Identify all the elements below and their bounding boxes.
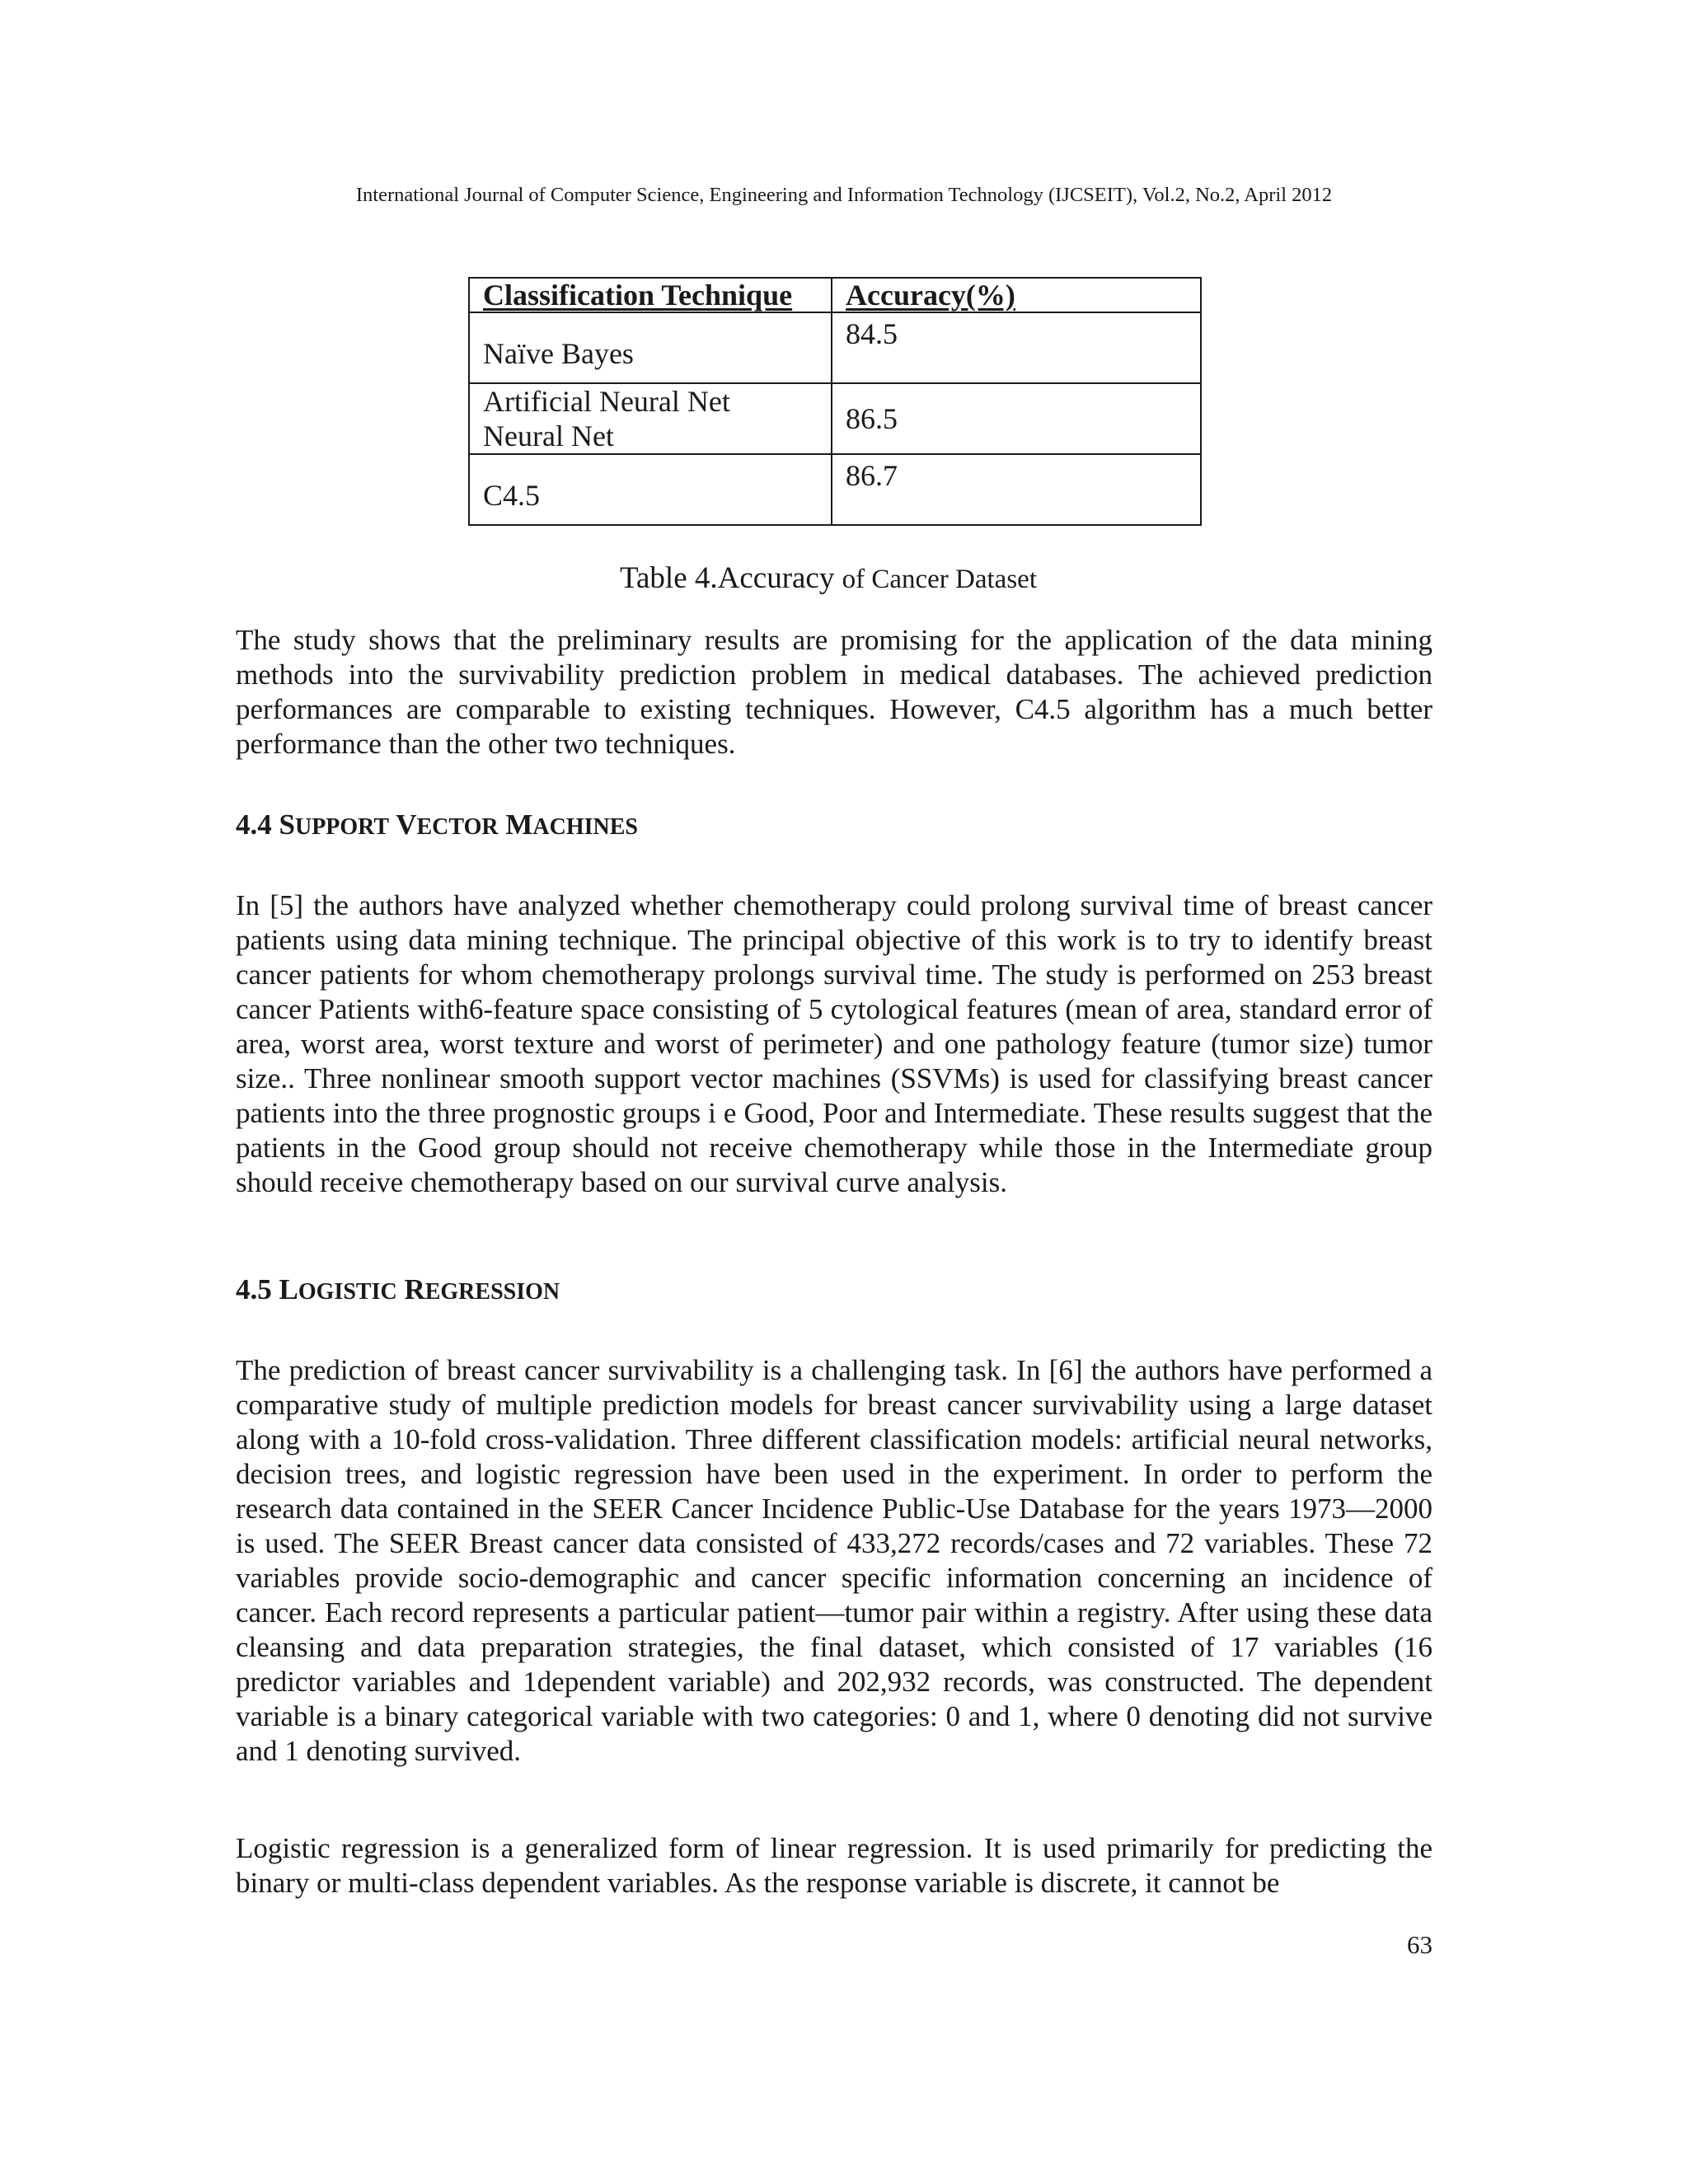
technique-cell: C4.5	[469, 454, 832, 525]
table-row	[469, 312, 1201, 383]
section-heading-logistic-regression: 4.5 LOGISTIC REGRESSION	[236, 1273, 560, 1305]
table-caption: Table 4.Accuracy of Cancer Dataset	[619, 561, 1037, 595]
paragraph-logistic-study: The prediction of breast cancer survivability is a challenging task. In [6] the authors have performed a comparative study of multiple prediction models for breast cancer survivability using a large dataset along with a 10-fold cross-validation. Three different classification models: artificial neural networks, decision trees, and logistic regression have been used in the experiment. In order to perform the research data contained in the SEER Cancer Incidence Public-Use Database for the years 1973—2000 is used. The SEER Breast cancer data consisted of 433,272 records/cases and 72 variables. These 72 variables provide socio-demographic and cancer specific information concerning an incidence of cancer. Each record represents a particular patient—tumor pair within a registry. After using these data cleansing and data preparation strategies, the final dataset, which consisted of 17 variables (16 predictor variables and 1dependent variable) and 202,932 records, was constructed. The dependent variable is a binary categorical variable with two categories: 0 and 1, where 0 denoting did not survive and 1 denoting survived.	[236, 1354, 1432, 1767]
table-header-row	[469, 278, 1201, 312]
paragraph-logistic-definition: Logistic regression is a generalized form of linear regression. It is used primarily for predicting the binary or multi-class dependent variables. As the response variable is discrete, it cannot be	[236, 1832, 1432, 1899]
technique-cell: Artificial Neural Net Neural Net	[469, 383, 832, 454]
accuracy-cell: 86.7	[832, 454, 1201, 525]
accuracy-cell: 86.5	[832, 383, 1201, 454]
technique-cell: Naïve Bayes	[469, 312, 832, 383]
header-accuracy: Accuracy(%)	[832, 278, 1201, 312]
table-row	[469, 454, 1201, 525]
running-header: International Journal of Computer Science, Engineering and Information Technology (IJCSEIT), Vol.2, No.2, April 2012	[355, 184, 1333, 206]
header-technique: Classification Technique	[469, 278, 832, 312]
page-number: 63	[1407, 1930, 1432, 1959]
section-heading-svm: 4.4 SUPPORT VECTOR MACHINES	[236, 808, 638, 841]
table-row	[469, 383, 1201, 454]
paragraph-svm: In [5] the authors have analyzed whether chemotherapy could prolong survival time of breast cancer patients using data mining technique. The principal objective of this work is to try to identify breast cancer patients for whom chemotherapy prolongs survival time. The study is performed on 253 breast cancer Patients with6-feature space consisting of 5 cytological features (mean of area, standard error of area, worst area, worst texture and worst of perimeter) and one pathology feature (tumor size) tumor size.. Three nonlinear smooth support vector machines (SSVMs) is used for classifying breast cancer patients into the three prognostic groups i e Good, Poor and Intermediate. These results suggest that the patients in the Good group should not receive chemotherapy while those in the Intermediate group should receive chemotherapy based on our survival curve analysis.	[236, 889, 1432, 1198]
accuracy-cell: 84.5	[832, 312, 1201, 383]
accuracy-table	[468, 277, 1202, 526]
paragraph-results: The study shows that the preliminary results are promising for the application of the data mining methods into the survivability prediction problem in medical databases. The achieved prediction performances are comparable to existing techniques. However, C4.5 algorithm has a much better performance than the other two techniques.	[236, 624, 1432, 760]
